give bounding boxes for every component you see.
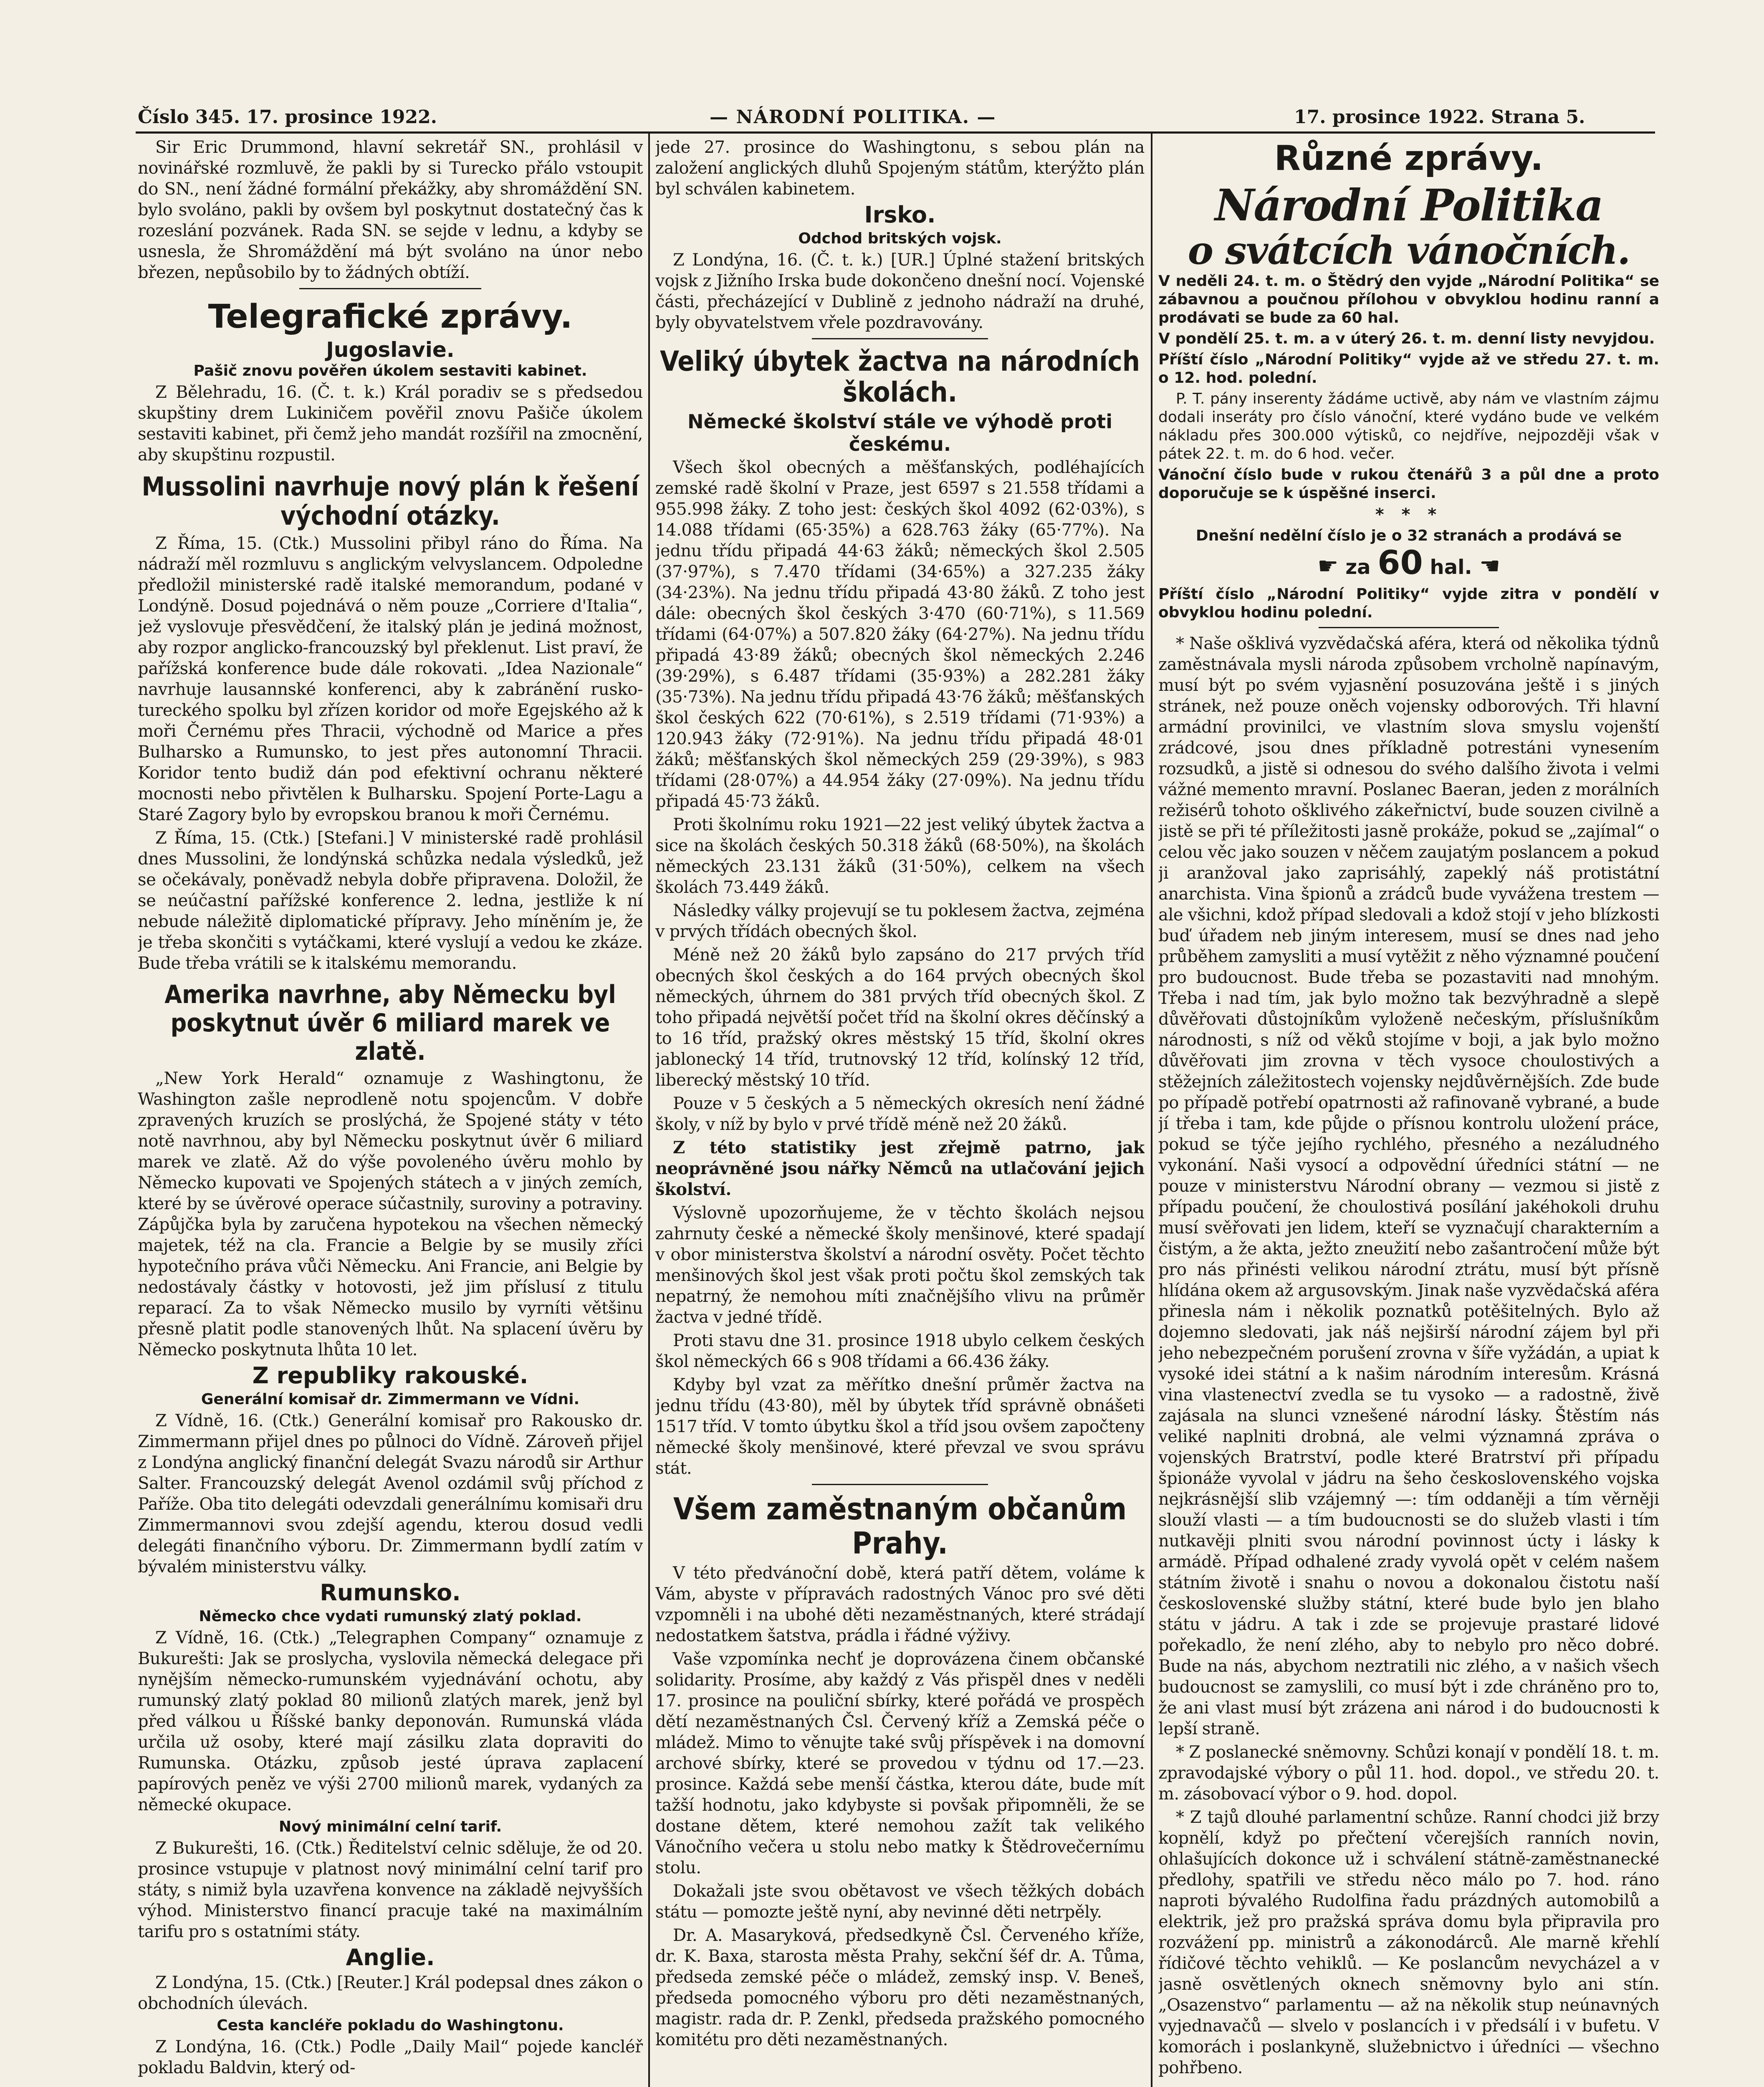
zamestnani-p3: Dokažali jste svou obětavost ve všech těžkých dobách státu — pomozte ještě nyní, aby nevinné děti netrpěly. bbox=[655, 1882, 1145, 1922]
skolstvi-p2: Proti školnímu roku 1921—22 jest veliký úbytek žactva a sice na školách českých 50.318 žáků (68·50%), na školách německých 23.131 žáků (31·50%), celkem na všech školách 73.449 žáků. bbox=[655, 815, 1145, 897]
price-number: 60 bbox=[1377, 544, 1423, 582]
skolstvi-p3: Následky války projevují se tu poklesem žactva, zejména v prvých třídách obecných škol. bbox=[655, 901, 1145, 941]
skolstvi-p1: Všech škol obecných a měšťanských, podléhajících zemské radě školní v Praze, jest 6597 s 21.558 třídami a 955.998 žáky. Z toho jest: českých škol 4092 (62·03%), s 14.088 třídami (65·35%) a 628.763 žáky (65·77%). Na jednu třídu připadá 44·63 žáků; německých škol 2.505 (37·97%), s 7.470 třídami (34·65%) a 327.235 žáky (34·23%). Na jednu třídu připadá 43·80 žáků. Z toho jest dále: obecných škol českých 3·470 (60·71%), s 11.569 třídami (64·07%) a 507.820 žáky (64·27%). Na jednu třídu připadá 43·89 žáků; obecných škol německých 2.246 (39·29%), s 6.487 třídami (35·93%) a 282.281 žáky (35·73%). Na jednu třídu připadá 43·76 žáků; měšťanských škol českých 622 (70·61%), s 2.519 třídami (71·93%) a 120.943 žáky (72·91%). Na jednu třídu připadá 48·01 žáků; měšťanských škol německých 259 (29·39%), s 983 třídami (28·07%) a 44.954 žáky (27·09%). Na jednu třídu připadá 45·73 žáků. bbox=[655, 458, 1145, 811]
skolstvi-p5: Pouze v 5 českých a 5 německých okresích není žádné školy, v níž by bylo v prvé třídě méně než 20 žáků. bbox=[655, 1094, 1145, 1134]
anglie-subheading: Cesta kancléře pokladu do Washingtonu. bbox=[217, 2017, 564, 2034]
anglie-body: Z Londýna, 15. (Ctk.) [Reuter.] Král podepsal dnes zákon o obchodních úlevách. bbox=[138, 1973, 643, 2013]
rakousko-heading: Z republiky rakouské. bbox=[252, 1362, 528, 1389]
rumunsko-body: Z Vídně, 16. (Ctk.) „Telegraphen Company“ oznamuje z Bukurešti: Jak se proslycha, vyslovila německá delegace při nynějším německo-rumunském vyjednávání ochotu, aby rumunský zlatý poklad 80 milionů zlatých marek, jenž byl před válkou u Říšské banky deponován. Rumunská vláda určila už osoby, které mají zásilku zlata dopraviti do Rumunska. Otázku, způsob jesté úprava zaplacení papírových peněz ve výši 2700 milionů marek, vydaných za německé okupace. bbox=[138, 1628, 643, 1814]
ad-inserenti: P. T. pány inserenty žádáme uctivě, aby nám ve vlastním zájmu dodali inseráty pro číslo vánoční, které vydáno bude ve velkém nákladu přes 300.000 výtisků, co nejdříve, nejpozději však v pátek 22. t. m. do 6 hod. večer. bbox=[1158, 390, 1659, 462]
parlament-article: * Z tajů dlouhé parlamentní schůze. Ranní chodci již brzy kopnělí, když po přečtení včerejších ranních novin, ohlašujících dokonce už i schválení státně-zaměstnanecké předlohy, spatřili ve středu něco málo po 7. hod. ráno naproti bývalého Rudolfina řadu prázdných automobilů a elektrik, jež pro pražská správa domu byla připravila pro rozvážení pp. ministrů a zákonodárců. Ale marně křehlí řídičové těchto vehiklů. — Ke poslancům nevycházel a v jasně osvětlených oknech sněmovny bylo ani stín. „Osazenstvo“ parlamentu — až na několik stup neúnavných vyjednavačů — slvelo v poslancích i v předsálí i v bufetu. V komorách i poslankyně, služebnictvo i úředníci — všechno pohřbeno. bbox=[1158, 1808, 1659, 2077]
separator bbox=[812, 1484, 988, 1485]
jugoslavie-heading: Jugoslavie. bbox=[326, 338, 455, 362]
irsko-subheading: Odchod britských vojsk. bbox=[798, 230, 1002, 247]
column-rule-2 bbox=[1151, 134, 1152, 2087]
rumunsko-body-2: Z Bukurešti, 16. (Ctk.) Ředitelství celnic sděluje, že od 20. prosince vstupuje v platnost nový minimální celní tarif pro státy, s nimiž byla uzavřena konvence na základě nejvyšších výhod. Ministerstvo financí pracuje také na maximálním tarifu pro s ostatními státy. bbox=[138, 1839, 643, 1941]
skolstvi-p9: Kdyby byl vzat za měřítko dnešní průměr žactva na jednu třídu (43·80), měl by úbytek tříd správně obnášeti 1517 tříd. V tomto úbytku škol a tříd jsou ovšem započteny německé školy menšinové, které převzal ve svou správu stát. bbox=[655, 1375, 1145, 1478]
rumunsko-subheading: Německo chce vydati rumunský zlatý poklad. bbox=[199, 1608, 582, 1625]
ad-no-issue: V pondělí 25. t. m. a v úterý 26. t. m. denní listy nevyjdou. bbox=[1158, 330, 1655, 347]
ad-christmas-issue: V neděli 24. t. m. o Štědrý den vyjde „Národní Politika“ se zábavnou a poučnou přílohou v obvyklou hodinu ranní a prodávati se bude za 60 hal. bbox=[1158, 273, 1659, 326]
zamestnani-p1: V této předvánoční době, která patří dětem, voláme k Vám, abyste v přípravách radostných Vánoc pro své děti vzpomněli i na ubohé děti nezaměstnaných, které strádají nedostatkem šatstva, prádla i řádné výživy. bbox=[655, 1564, 1145, 1645]
rakousko-subheading: Generální komisař dr. Zimmermann ve Vídni. bbox=[201, 1391, 580, 1408]
price-za: za bbox=[1345, 556, 1371, 579]
col1-intro: Sir Eric Drummond, hlavní sekretář SN., prohlásil v novinářské rozmluvě, že pakli by si Turecko přálo vstoupit do SN., není žádné formální překážky, aby shromáždění SN. bylo svoláno, pakli by ovšem byl poskytnut dostatečný čas k rozeslání pozvánek. Rada SN. se sejde v lednu, a kdyby se usnesla, že Shromáždění má být svoláno na únor nebo březen, nepůsobilo by to žádných obtíží. bbox=[138, 138, 643, 282]
amerika-heading: Amerika navrhne, aby Německu byl poskytnut úvěr 6 miliard marek ve zlatě. bbox=[164, 980, 616, 1066]
rakousko-body: Z Vídně, 16. (Ctk.) Generální komisař pro Rakousko dr. Zimmermann přijel dnes po půlnoci do Vídně. Zároveň přijel z Londýna anglický finanční delegát Svazu národů sir Arthur Salter. Francouzský delegát Avenol ozdámil svůj příchod z Paříže. Oba tito delegáti odevzdali generálnímu komisaři dru Zimmermannovi svou zdejší agendu, kterou dosud vedli delegáti finančního výboru. Dr. Zimmermann bydlí zatím v bývalém ministerstvu války. bbox=[138, 1411, 643, 1577]
mussolini-body-2: Z Říma, 15. (Ctk.) [Stefani.] V ministerské radě prohlásil dnes Mussolini, že londýnská schůzka nedala výsledků, jež se očekávaly, poněvadž nebyla dobře připravena. Doložil, že se neúčastní pařížské konference 2. ledna, jestliže k ní nebude náležitě diplomatické přípravy. Jeho míněním je, že je třeba skončiti s vytáčkami, které vyslují a vedou ke zkáze. Bude třeba vrátili se k italskému memorandu. bbox=[138, 829, 643, 973]
left-hand-icon: ☛ bbox=[1317, 553, 1339, 580]
irsko-body: Z Londýna, 16. (Č. t. k.) [UR.] Úplné stažení britských vojsk z Jižního Irska bude dokončeno dnešní nocí. Vojenské části, přecházející v Dublině z jednoho nádraží na druhé, byly obyvatelstvem vřele pozdravovány. bbox=[655, 250, 1145, 332]
section-telegraph: Telegrafické zprávy. bbox=[208, 298, 573, 336]
right-hand-icon: ☛ bbox=[1479, 553, 1500, 580]
skolstvi-p7: Výslovně upozorňujeme, že v těchto školách nejsou zahrnuty české a německé školy menšinové, které spadají v obor ministerstva školství a národní osvěty. Počet těchto menšinových škol jest však proti počtu škol zemských tak nepatrný, že nemohou míti značnějšího vlivu na průměr žactva v jedné třídě. bbox=[655, 1203, 1145, 1327]
jugoslavie-body: Z Bělehradu, 16. (Č. t. k.) Král poradiv se s předsedou skupštiny drem Lukiničem pověřil znovu Pašiče úkolem sestaviti kabinet, při čemž jeho mandát rozšířil na zmocnění, aby skupštinu rozpustil. bbox=[138, 383, 643, 465]
separator bbox=[299, 288, 481, 289]
skolstvi-heading: Veliký úbytek žactva na národních školách. bbox=[660, 345, 1140, 408]
separator bbox=[1319, 627, 1499, 628]
aféra-article: * Naše ošklivá vyzvědačská aféra, která od několika týdnů zaměstnávala mysli národa způsobem vrcholně napínavým, musí být po svém vyjasnění posuzována ještě i s jiných stránek, než pouze oněch vojensky odborových. Tři hlavní armádní provinilci, ve vlastním slova smyslu vojenští zrádcové, jsou dnes příkladně potrestáni vynesením rozsudků, a jistě si odnesou do svého dalšího života i velmi vážné memento mravní. Poslanec Baeran, jeden z morálních režisérů tohoto ošklivého zákeřnictví, bude souzen civilně a jistě se při té příležitosti jasně prokáže, pokud se „zajímal“ o celou věc jako souzen v něčem zaujatým poslancem a pokud ji aranžoval jako zaprisáhlý, zapeklý náš protistátní anarchista. Vina špionů a zrádců bude vyvážena trestem — ale všichni, kdož případ sledovali a kdož stojí v jeho blízkosti buď úřadem neb jiným interesem, musí se dnes nad jeho průběhem zamysliti a musí vytěžit z něho významné poučení pro budoucnost. Bude třeba se pozastaviti nad mnohým. Třeba i nad tím, jak bylo možno tak bezvýhradně a slepě důvěřovati důstojníkům vyloženě nečeským, příslušníkům národnosti, s níž od věků stojíme v boji, a jak bylo možno důvěřovati jim zrovna v těch vysoce choulostivých a stěžejních záležitostech vojensky nejdůvěrnějších. Zde bude po případě potřebí opatrnosti až rafinovaně vybrané, a bude jí třeba i tam, kde půjde o přísnou kontrolu uložení práce, pokud se týče jejího rychlého, přesného a nezáludného vykonání. Naši vysocí a odpovědní úředníci státní — ne pouze v ministerstvu Národní obrany — vezmou si jistě z případu poučení, že choulostivá posílání jakéhokoli druhu musí svěřovati jen lidem, kteří se vyznačují charakterním a čistým, a že akta, ježto zneužití nebo zašantročení může být pro nás přinésti velikou národní ztrátu, musí být přísně hlídána okem až argusovským. Jinak naše vyzvědačská aféra přinesla nám i několik poznatků potěšitelných. Bylo až dojemno sledovati, jak náš nejširší národní zájem byl při jeho nebezpečném porušení zrovna v šíře vyžádán, a upiat k vysoké idei státní a k našim národním interesům. Krásná vina vlastenectví zvedla se tu vysoko — a radostně, živě zajásala na slunci vznešené národní lásky. Štěstím nás veliké naplniti drobná, ale velmi významná zpráva o vojenských Bratrství, podle které Bratrství při případu špionáže vyvolal v jádru na šeho československého vojska nejkrásnější slib vzájemný —: tím oddaněji a tím věrněji slouží vlasti — a tím budoucnosti se do služeb vlasti i tím nutkavěji plniti svou národní povinnost úcty i lásky k armádě. Případ odhalené zrady vyvolá opět v celém našem státním životě i snahu o novou a dokonalou čistotu naší československé služby státní, které bude bylo jen blaho státu v jádru. A tak i zde se projevuje prastaré lidové pořekadlo, že není zlého, aby to nebylo pro něco dobré. Bude na nás, abychom neztratili nic zlého, a v našich všech budoucnost se zamyslili, co musí být i zde chráněno pro to, že ani vlast musí být zrázena ani národ i do budoucnosti k lepší straně. bbox=[1158, 634, 1659, 1738]
date-page: 17. prosince 1922. Strana 5. bbox=[1294, 106, 1585, 128]
skolstvi-p4: Méně než 20 žáků bylo zapsáno do 217 prvých tříd obecných škol českých a do 164 prvých obecných škol německých, úhrnem do 381 prvých tříd obecných škol. Z toho připadá největší počet tříd na školní okres děčínský a to 16 tříd, pražský okres městský 15 tříd, školní okres jablonecký 14 tříd, trutnovský 12 tříd, kolínský 12 tříd, liberecký městský 10 tříd. bbox=[655, 945, 1145, 1090]
mussolini-body-1: Z Říma, 15. (Ctk.) Mussolini přibyl ráno do Říma. Na nádraží měl rozmluvu s anglickým velvyslancem. Odpoledne předložil ministerské radě italské memorandum, podané v Londýně. Dosud pojednává o něm pouze „Corriere d'Italia“, jež vyslovuje přesvědčení, že italský plán je jediná možnost, aby rozpor anglicko-francouzský byl překlenut. List praví, že pařížská konference bude dále rokovati. „Idea Nazionale“ navrhuje lausannské konferenci, aby k zabránění rusko-tureckého spolku byl zřízen koridor od moře Egejského až k moři Černému přes Thracii, východně od Marice a přes Bulharsko a Rumunsko, to jest přes autonomní Thracii. Koridor tento budiž dán pod efektivní ochranu některé mocnosti nebo přivtělen k Bulharsku. Spojení Porte-Lagu a Staré Zagory bylo by evropskou branou k moři Černému. bbox=[138, 534, 643, 824]
rumunsko-subheading-2: Nový minimální celní tarif. bbox=[278, 1818, 502, 1835]
ad-sunday-issue: Dnešní nedělní číslo je o 32 stranách a prodává se bbox=[1195, 527, 1622, 544]
banner-line-2: o svátcích vánočních. bbox=[1188, 228, 1630, 273]
ad-tomorrow: Příští číslo „Národní Politiky“ vyjde zitra v pondělí v obvyklou hodinu polední. bbox=[1158, 586, 1659, 621]
jugoslavie-subheading: Pašič znovu pověřen úkolem sestaviti kabinet. bbox=[193, 362, 587, 379]
ad-next-issue: Příští číslo „Národní Politiky“ vyjde až ve středu 27. t. m. o 12. hod. polední. bbox=[1158, 351, 1659, 387]
stars-divider: * * * bbox=[1375, 505, 1443, 524]
ad-vanocni-cislo: Vánoční číslo bude v rukou čtenářů 3 a půl dne a proto doporučuje se k úspěšné inserci. bbox=[1158, 466, 1659, 502]
zamestnani-heading: Všem zaměstnaným občanům Prahy. bbox=[673, 1491, 1127, 1561]
column-2 bbox=[655, 137, 1145, 2087]
snemovna-article: * Z poslanecké sněmovny. Schůzi konají v pondělí 18. t. m. zpravodajské výbory o půl 11. hod. dopol., ve středu 20. t. m. zásobovací výbor o 9. hod. dopol. bbox=[1158, 1743, 1659, 1804]
column-rule-1 bbox=[648, 134, 650, 2087]
irsko-heading: Irsko. bbox=[864, 202, 936, 228]
column-1 bbox=[138, 137, 643, 2087]
section-ruzne: Různé zprávy. bbox=[1274, 139, 1544, 178]
banner-line-1: Národní Politika bbox=[1215, 179, 1603, 231]
price-unit: hal. bbox=[1430, 556, 1472, 579]
col2-intro: jede 27. prosince do Washingtonu, s sebou plán na založení anglických dluhů Spojeným státům, kterýžto plán byl schválen kabinetem. bbox=[655, 138, 1145, 199]
column-3 bbox=[1158, 137, 1659, 2087]
zamestnani-p2: Vaše vzpomínka nechť je doprovázena činem občanské solidarity. Prosíme, aby každý z Vás přispěl dnes v neděli 17. prosince na pouliční sbírky, které pořádá ve prospěch dětí nezaměstnaných Čsl. Červený kříž a Zemská péče o mládež. Mimo to věnujte také svůj příspěvek i na domovní archové sbírky, které se provedou v týdnu od 17.—23. prosince. Každá sebe menší částka, kterou dáte, bude mít tažší hodnotu, jako kdybyste si povšak připomněli, že se dostane dětem, které nemohou zažít tak velikého Vánočního večera u stolu nebo matky k Štědrovečernímu stolu. bbox=[655, 1650, 1145, 1877]
price-row bbox=[1158, 544, 1659, 583]
mussolini-heading: Mussolini navrhuje nový plán k řešení východní otázky. bbox=[142, 471, 639, 531]
skolstvi-p6: Z této statistiky jest zřejmě patrno, jak neoprávněné jsou nářky Němců na utlačování jejich školství. bbox=[655, 1138, 1145, 1199]
zamestnani-p4: Dr. A. Masaryková, předsedkyně Čsl. Červeného kříže, dr. K. Baxa, starosta města Prahy, sekční šéf dr. A. Tůma, předseda zemské péče o mládež, zemský insp. V. Beneš, předseda pomocného výboru pro děti nezaměstnaných, magistr. rada dr. P. Zenkl, předseda pražského pomocného komitétu pro děti nezaměstnaných. bbox=[655, 1926, 1145, 2049]
issue-number: Číslo 345. 17. prosince 1922. bbox=[138, 106, 437, 128]
anglie-body-2: Z Londýna, 16. (Ctk.) Podle „Daily Mail“ pojede kancléř pokladu Baldvin, který od- bbox=[138, 2037, 643, 2077]
masthead: — NÁRODNÍ POLITIKA. — bbox=[710, 106, 996, 128]
skolstvi-subheading: Německé školství stále ve výhodě proti českému. bbox=[687, 410, 1112, 455]
rumunsko-heading: Rumunsko. bbox=[320, 1579, 461, 1606]
skolstvi-p8: Proti stavu dne 31. prosince 1918 ubylo celkem českých škol německých 66 s 908 třídami a 66.436 žáky. bbox=[655, 1331, 1145, 1371]
header-rule bbox=[136, 131, 1655, 134]
anglie-heading: Anglie. bbox=[346, 1944, 435, 1971]
amerika-body: „New York Herald“ oznamuje z Washingtonu, že Washington zašle neprodleně notu spojencům. V dobře zpravených kruzích se proslýchá, že Spojené státy v této notě navrhnou, aby byl Německu poskytnut úvěr 6 miliard marek ve zlatě. Až do výše povoleného úvěru mohlo by Německo kupovati ve Spojených státech a v jiných zemích, které by se úvěrové operace súčastnily, suroviny a potraviny. Zápůjčka byla by zaručena hypotekou na všechen německý majetek, též na cla. Francie a Belgie by se musily zříci hypotečního práva vůči Německu. Ani Francie, ani Belgie by nedostávaly částky v hotovosti, jež jim příslusí z titulu reparací. Za to však Německo musilo by vyrníti většinu přesně platit podle stanovených lhůt. Na splacení úvěru by Německo poskytnuta lhůta 10 let. bbox=[138, 1069, 643, 1359]
separator bbox=[812, 338, 988, 339]
